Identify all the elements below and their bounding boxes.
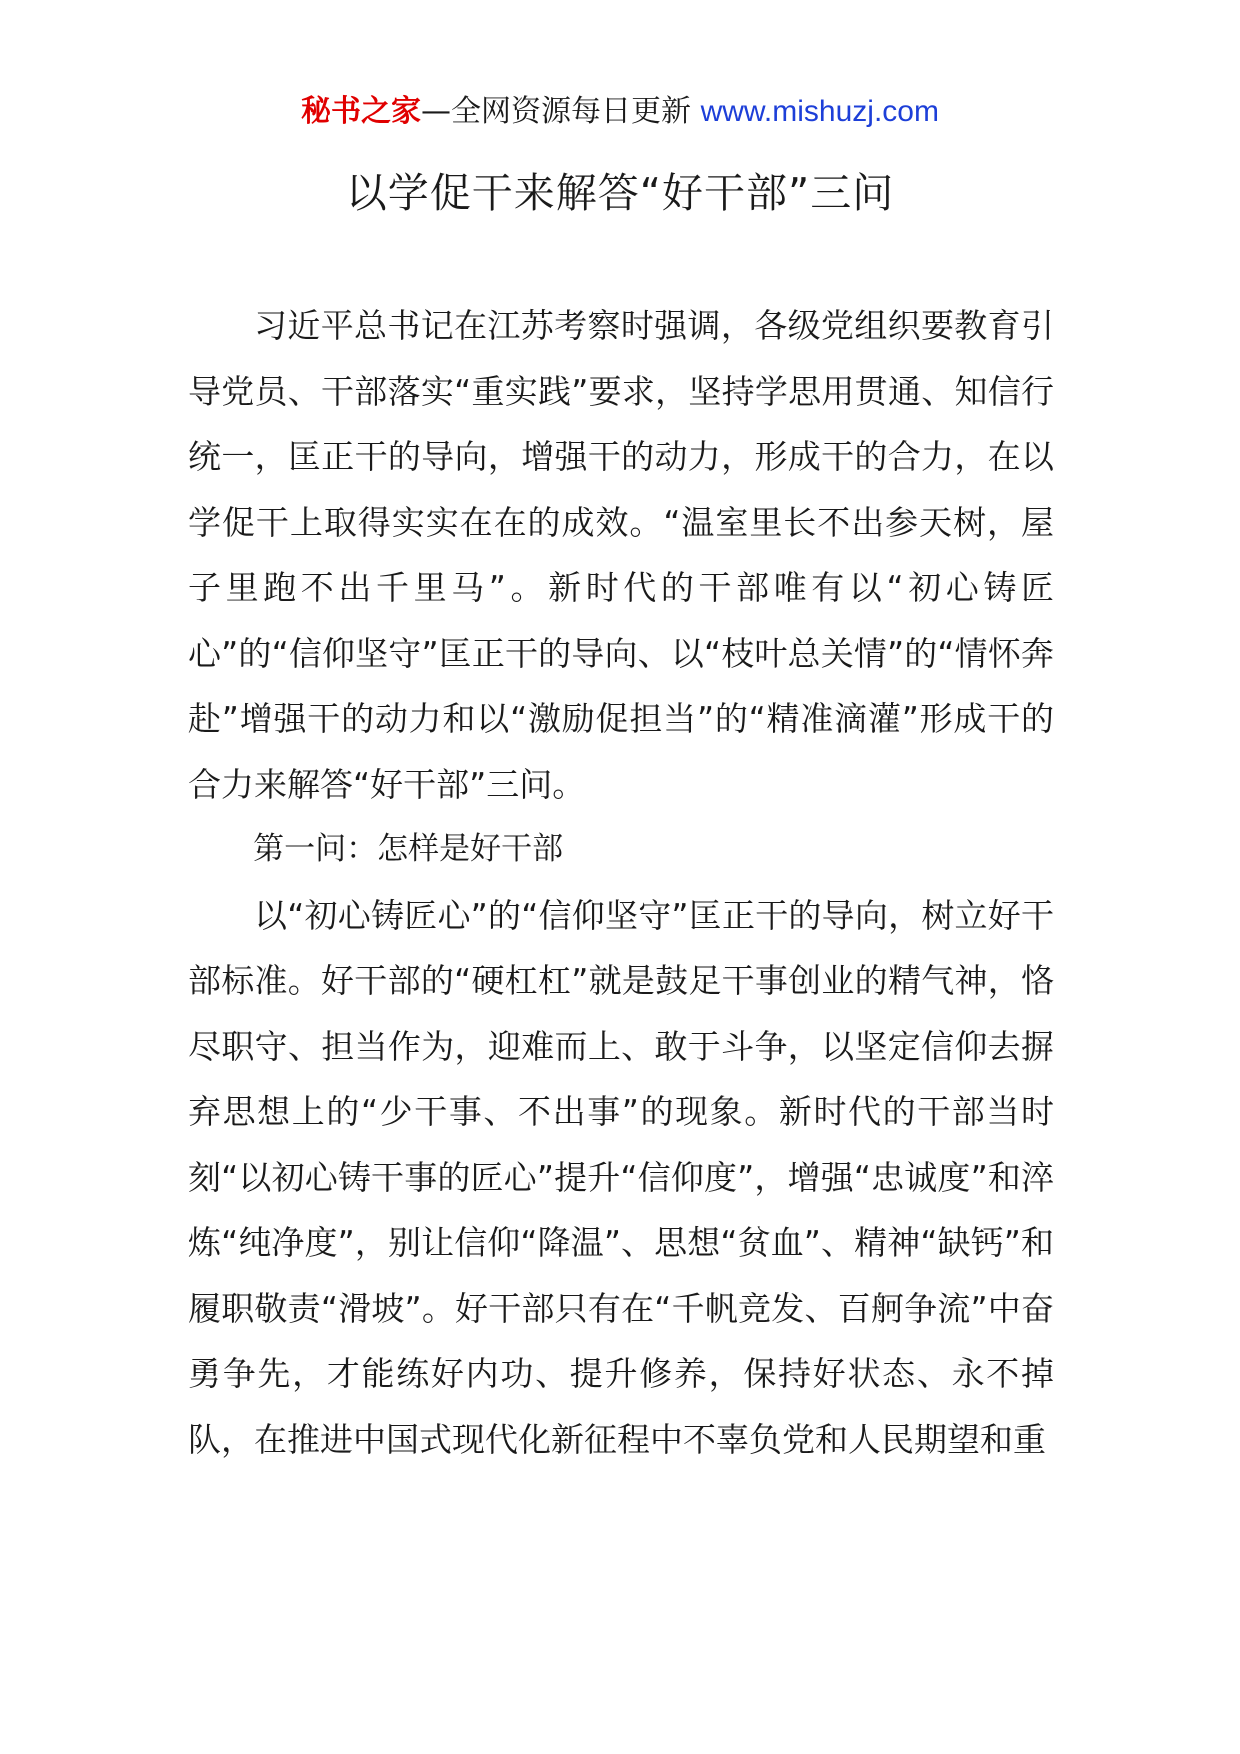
- document-title: 以学促干来解答“好干部”三问: [345, 169, 895, 217]
- intro-paragraph: 习近平总书记在江苏考察时强调，各级党组织要教育引导党员、干部落实“重实践”要求，坚持学思用贯通、知信行统一，匡正干的导向，增强干的动力，形成干的合力，在以学促干上取得实实在在的成效。“温室里长不出参天树，屋子里跑不出千里马”。新时代的干部唯有以“初心铸匠心”的“信仰坚守”匡正干的导向、以“枝叶总关情”的“情怀奔赴”增强干的动力和以“激励促担当”的“精准滴灌”形成干的合力来解答“好干部”三问。: [188, 306, 1054, 804]
- site-url-link[interactable]: www.mishuzj.com: [700, 95, 939, 128]
- section-1-heading: 第一问：怎样是好干部: [253, 831, 564, 867]
- brand-name: 秘书之家: [301, 94, 422, 129]
- section-1-paragraph: 以“初心铸匠心”的“信仰坚守”匡正干的导向，树立好干部标准。好干部的“硬杠杠”就是鼓足干事创业的精气神，恪尽职守、担当作为，迎难而上、敢于斗争，以坚定信仰去摒弃思想上的“少干事、不出事”的现象。新时代的干部当时刻“以初心铸干事的匠心”提升“信仰度”，增强“忠诚度”和淬炼“纯净度”，别让信仰“降温”、思想“贫血”、精神“缺钙”和履职敬责“滑坡”。好干部只有在“千帆竞发、百舸争流”中奋勇争先，才能练好内功、提升修养，保持好状态、永不掉队，在推进中国式现代化新征程中不辜负党和人民期望和重: [188, 895, 1054, 1459]
- site-slogan: —全网资源每日更新: [421, 94, 692, 129]
- site-header: [0, 92, 1240, 132]
- document-body: [188, 293, 1054, 1472]
